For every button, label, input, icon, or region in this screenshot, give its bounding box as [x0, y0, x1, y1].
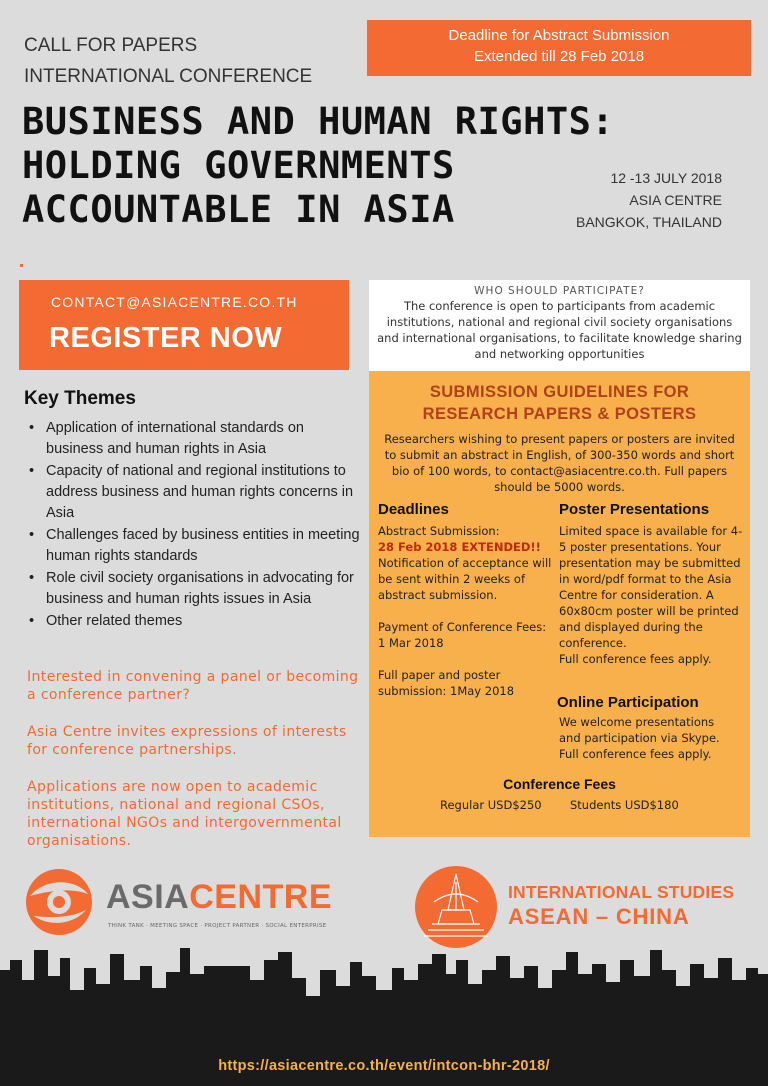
submission-intro: Researchers wishing to present papers or posters are invited to submit an abstract in English, of 300-350 words and short bio of 100 words, to contact@asiacentre.co.th. Full papers should be 5000 words.	[384, 432, 735, 494]
notification-text: Notification of acceptance will be sent within 2 weeks of abstract submission.	[378, 556, 552, 602]
conference-line: INTERNATIONAL CONFERENCE	[24, 66, 313, 87]
asia-word: ASIA	[106, 878, 190, 916]
title-line1: BUSINESS AND HUMAN RIGHTS:	[22, 100, 615, 143]
key-themes-heading: Key Themes	[24, 388, 136, 409]
fees-heading: Conference Fees	[503, 776, 616, 792]
partner-paragraph-1: Interested in convening a panel or becoming a conference partner?	[27, 669, 359, 703]
list-item: • Capacity of national and regional institutions to address business and human rights concerns in Asia	[24, 461, 364, 524]
submission-title	[369, 381, 750, 425]
asia-centre-tagline: THINK TANK · MEETING SPACE · PROJECT PARTNER · SOCIAL ENTERPRISE	[108, 923, 327, 929]
online-text	[559, 714, 739, 762]
register-now-button[interactable]: REGISTER NOW	[49, 322, 283, 354]
asia-centre-logo	[20, 866, 350, 938]
poster-fees: Full conference fees apply.	[559, 652, 712, 666]
cfp-line: CALL FOR PAPERS	[24, 35, 198, 56]
who-text: The conference is open to participants from academic institutions, national and regional civil society organisations and international organisations, to facilitate knowledge sharing and networking opportunities	[377, 299, 742, 361]
international-studies-logo	[412, 864, 752, 950]
call-for-papers-heading	[24, 30, 312, 92]
poster-heading: Poster Presentations	[559, 501, 710, 518]
online-fees: Full conference fees apply.	[559, 747, 712, 761]
date-venue	[576, 167, 722, 233]
fee-students: Students USD$180	[570, 798, 679, 812]
submission-title-line2: RESEARCH PAPERS & POSTERS	[422, 405, 697, 423]
deadline-banner	[367, 20, 751, 76]
title-line3: ACCOUNTABLE IN ASIA	[22, 188, 455, 231]
fullpaper-deadline: Full paper and poster submission: 1May 2018	[378, 668, 515, 698]
conference-city: BANGKOK, THAILAND	[575, 214, 722, 230]
poster-description: Limited space is available for 4-5 poster presentations. Your presentation may be submitted in word/pdf format to the Asia Centre for consideration. A 60x80cm poster will be printed and displayed during the conference.	[559, 524, 743, 650]
asia-centre-emblem-icon	[20, 866, 100, 938]
poster-text	[559, 523, 744, 667]
list-item: • Application of international standards on business and human rights in Asia	[24, 418, 364, 460]
event-url-link[interactable]: https://asiacentre.co.th/event/intcon-bhr-2018/	[218, 1058, 550, 1074]
partner-paragraph-2: Asia Centre invites expressions of interests for conference partnerships.	[27, 724, 347, 758]
register-banner[interactable]	[19, 280, 349, 370]
conference-venue: ASIA CENTRE	[629, 192, 722, 208]
online-description: We welcome presentations and participation via Skype.	[559, 715, 720, 745]
who-title: WHO SHOULD PARTICIPATE?	[474, 285, 645, 297]
asia-centre-wordmark	[106, 878, 332, 917]
decorative-dot	[20, 264, 23, 267]
submission-guidelines	[369, 371, 750, 837]
abstract-deadline: 28 Feb 2018 EXTENDED!!	[378, 540, 541, 554]
submission-title-line1: SUBMISSION GUIDELINES FOR	[429, 383, 690, 401]
list-item: • Other related themes	[24, 611, 364, 632]
list-item: • Role civil society organisations in advocating for business and human rights issues in Asia	[24, 568, 364, 610]
key-themes	[24, 388, 364, 633]
contact-email[interactable]: CONTACT@ASIACENTRE.CO.TH	[51, 294, 298, 310]
conference-date: 12 -13 JULY 2018	[610, 170, 722, 186]
partner-paragraph-3: Applications are now open to academic institutions, national and regional CSOs, international NGOs and intergovernmental organisations.	[27, 779, 342, 849]
intl-studies-line1: INTERNATIONAL STUDIES	[508, 882, 735, 902]
fee-regular: Regular USD$250	[440, 798, 542, 812]
deadlines-text	[378, 523, 556, 699]
monument-emblem-icon	[412, 864, 500, 950]
online-heading: Online Participation	[557, 694, 699, 711]
centre-word: CENTRE	[189, 878, 333, 916]
who-should-participate	[369, 280, 750, 371]
deadlines-heading: Deadlines	[378, 501, 449, 518]
payment-deadline: Payment of Conference Fees: 1 Mar 2018	[378, 620, 547, 650]
deadline-line2: Extended till 28 Feb 2018	[473, 48, 645, 65]
list-item: • Challenges faced by business entities in meeting human rights standards	[24, 525, 364, 567]
partnership-info	[27, 668, 367, 869]
themes-list	[24, 418, 364, 632]
title-line2: HOLDING GOVERNMENTS	[22, 144, 455, 187]
intl-studies-line2: ASEAN – CHINA	[508, 904, 690, 929]
deadline-line1: Deadline for Abstract Submission	[448, 27, 670, 44]
abstract-label: Abstract Submission:	[378, 524, 500, 538]
